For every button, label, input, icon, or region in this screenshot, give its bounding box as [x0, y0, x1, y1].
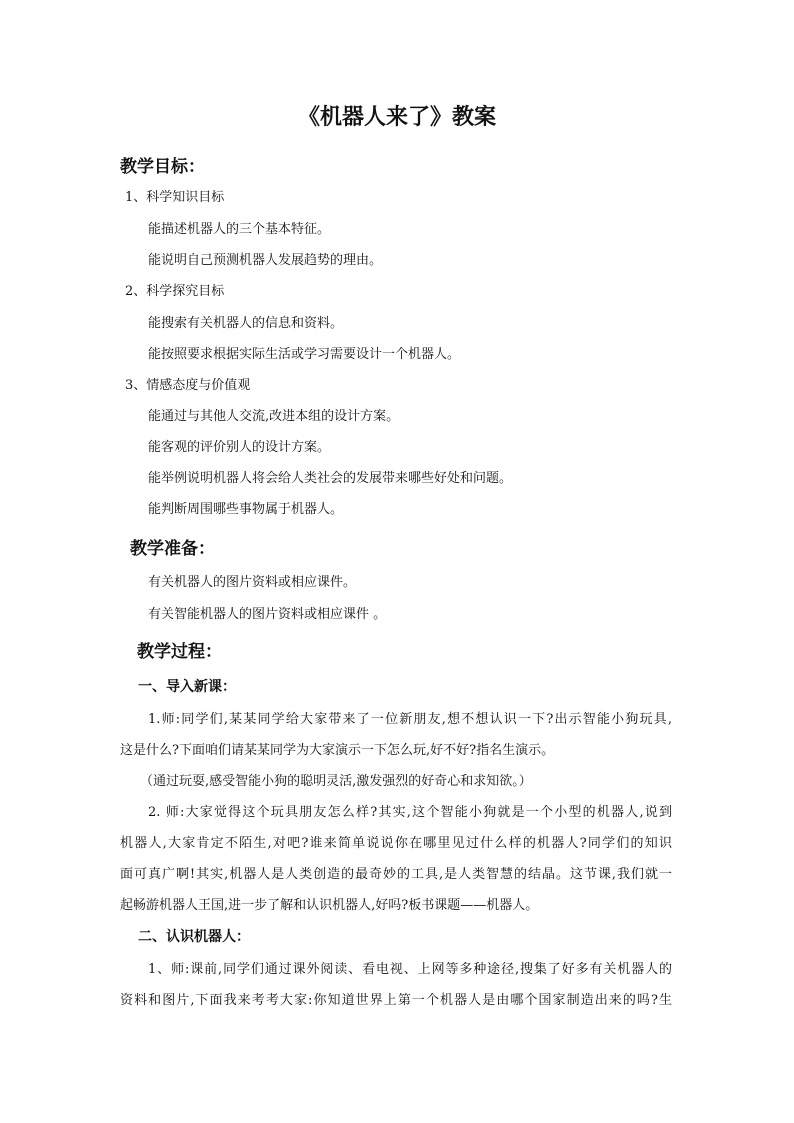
goal-1-label: 1、科学知识目标: [125, 190, 225, 205]
goal-1-line-1: 能描述机器人的三个基本特征。: [148, 222, 331, 237]
goal-3-label: 3、情感态度与价值观: [125, 378, 251, 393]
goal-2-label: 2、科学探究目标: [125, 284, 225, 299]
goal-2-line-2: 能按照要求根据实际生活或学习需要设计一个机器人。: [148, 347, 461, 362]
section-1-p2-line-2: 机器人,大家肯定不陌生,对吧?谁来简单说说你在哪里见过什么样的机器人?同学们的知识: [120, 836, 672, 851]
goal-3-line-3: 能举例说明机器人将会给人类社会的发展带来哪些好处和问题。: [148, 471, 513, 486]
section-1-p2-line-1: 2. 师:大家觉得这个玩具朋友怎么样?其实,这个智能小狗就是一个小型的机器人,说到: [148, 805, 672, 820]
goal-1-line-2: 能说明自己预测机器人发展趋势的理由。: [148, 253, 383, 268]
section-2-heading: 二、认识机器人：: [138, 929, 250, 945]
section-1-p1-line-2: 这是什么?下面咱们请某某同学为大家演示一下怎么玩,好不好?指名生演示。: [120, 743, 555, 758]
prep-heading: 教学准备：: [130, 539, 215, 559]
section-1-p2-line-3: 面可真广啊!其实,机器人是人类创造的最奇妙的工具,是人类智慧的结晶。这节课,我们就一: [120, 867, 672, 882]
section-1-p2-line-4: 起畅游机器人王国,进一步了解和认识机器人,好吗?板书课题——机器人。: [120, 898, 539, 913]
goal-3-line-4: 能判断周围哪些事物属于机器人。: [148, 502, 344, 517]
process-heading: 教学过程：: [137, 642, 222, 662]
document-title: 《机器人来了》教案: [297, 104, 496, 130]
goal-3-line-1: 能通过与其他人交流,改进本组的设计方案。: [148, 409, 400, 424]
goal-3-line-2: 能客观的评价别人的设计方案。: [148, 440, 331, 455]
prep-line-1: 有关机器人的图片资料或相应课件。: [148, 575, 357, 590]
section-1-heading: 一、导入新课：: [138, 679, 236, 695]
section-2-p1-line-1: 1、师:课前,同学们通过课外阅读、看电视、上网等多种途径,搜集了好多有关机器人的: [148, 962, 672, 977]
section-2-p1-line-2: 资料和图片,下面我来考考大家:你知道世界上第一个机器人是由哪个国家制造出来的吗?生: [120, 993, 672, 1008]
section-1-note: （通过玩耍,感受智能小狗的聪明灵活,激发强烈的好奇心和求知欲。）: [140, 774, 532, 789]
goals-heading: 教学目标：: [120, 157, 205, 177]
goal-2-line-1: 能搜索有关机器人的信息和资料。: [148, 316, 344, 331]
prep-line-2: 有关智能机器人的图片资料或相应课件 。: [148, 607, 387, 622]
section-1-p1-line-1: 1.师:同学们,某某同学给大家带来了一位新朋友,想不想认识一下?出示智能小狗玩具,: [148, 712, 672, 727]
